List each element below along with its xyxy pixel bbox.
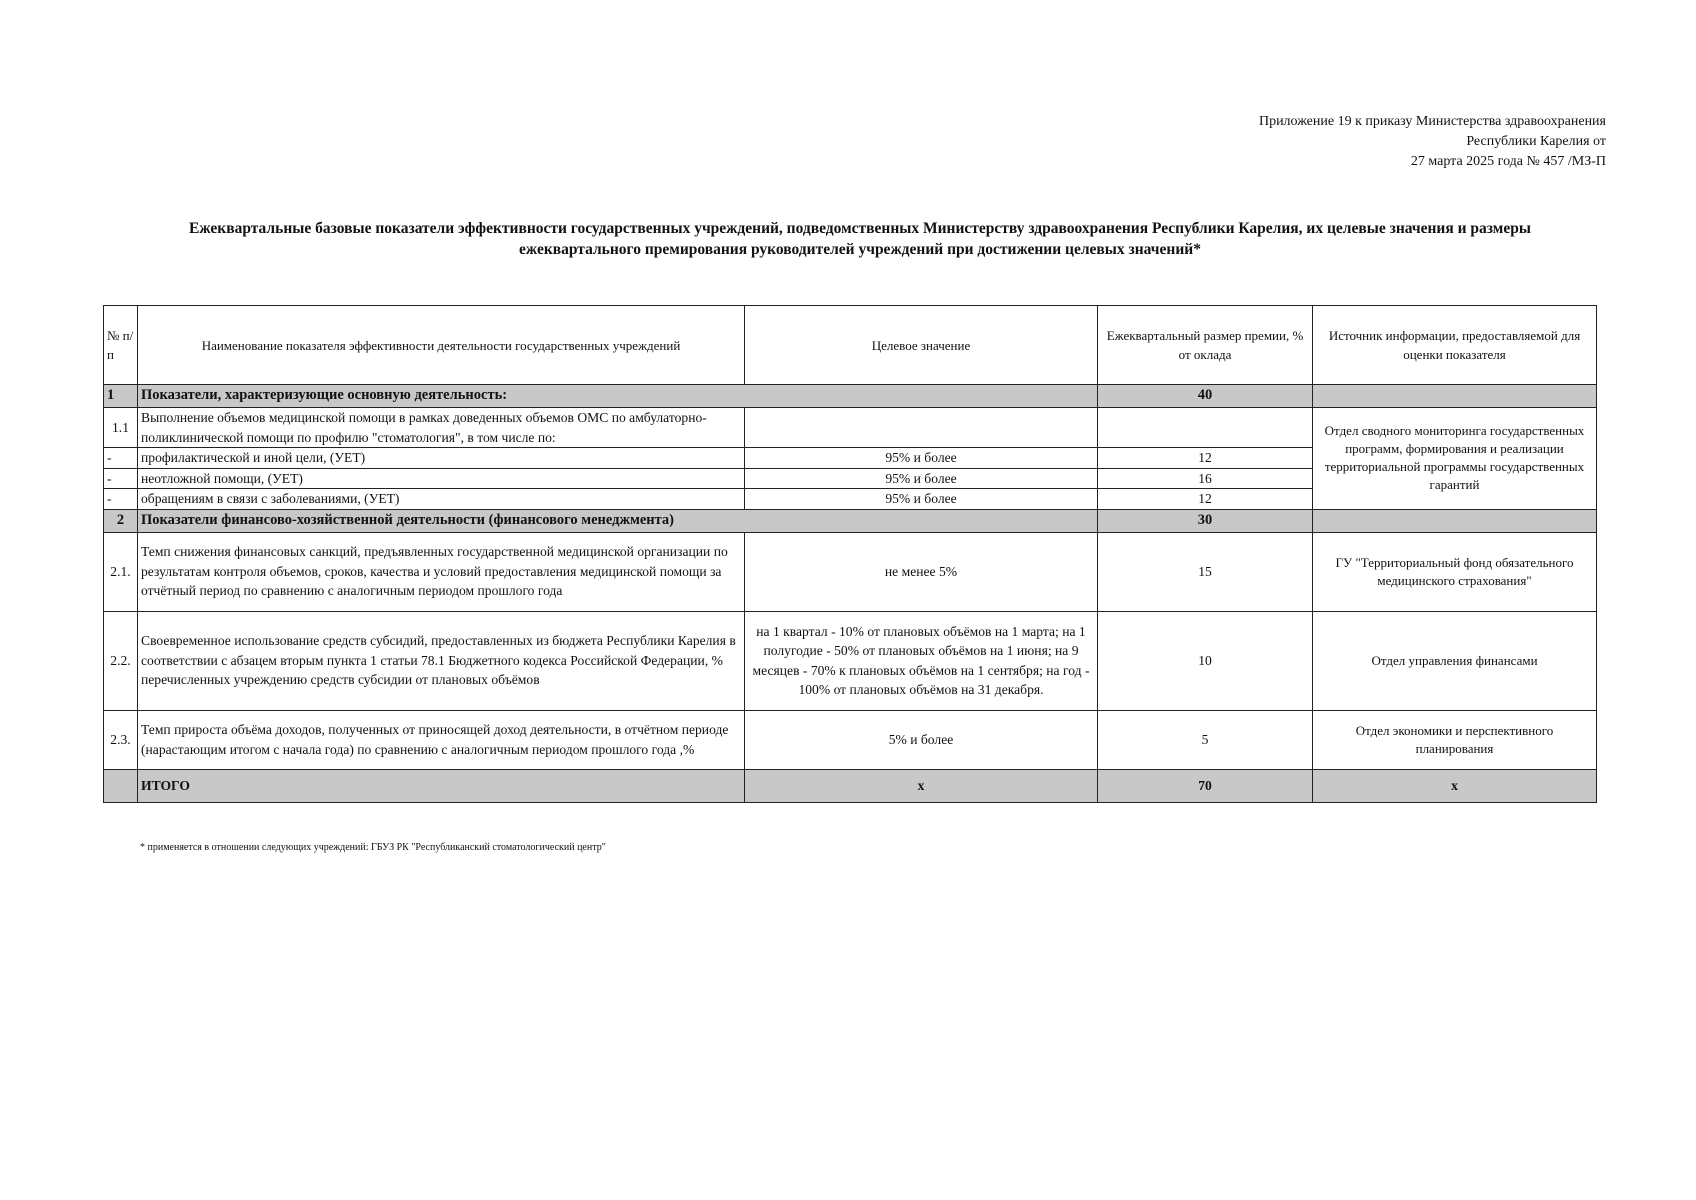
section-2-num: 2 bbox=[104, 509, 138, 532]
section-1-num: 1 bbox=[104, 385, 138, 408]
row-1-1-c-target: 95% и более bbox=[745, 489, 1098, 510]
row-2-1-source: ГУ "Территориальный фонд обязательного медицинского страхования" bbox=[1313, 532, 1597, 611]
row-1-1-a-target: 95% и более bbox=[745, 448, 1098, 469]
table-header-row bbox=[104, 306, 1597, 385]
section-2-row bbox=[104, 509, 1597, 532]
row-1-1-a-num: - bbox=[104, 448, 138, 469]
header-bonus: Ежеквартальный размер премии, % от оклада bbox=[1098, 306, 1313, 385]
row-2-3-num: 2.3. bbox=[104, 710, 138, 769]
appendix-note-line3: 27 марта 2025 года № 457 /МЗ-П bbox=[1410, 154, 1606, 169]
total-target: x bbox=[745, 769, 1098, 802]
section-1-source bbox=[1313, 385, 1597, 408]
row-2-1-bonus: 15 bbox=[1098, 532, 1313, 611]
total-source: x bbox=[1313, 769, 1597, 802]
section-1-row bbox=[104, 385, 1597, 408]
document-title bbox=[140, 218, 1580, 260]
row-1-1-target bbox=[745, 408, 1098, 448]
section-1-bonus: 40 bbox=[1098, 385, 1313, 408]
total-name: ИТОГО bbox=[138, 769, 745, 802]
total-bonus: 70 bbox=[1098, 769, 1313, 802]
row-2-2-bonus: 10 bbox=[1098, 611, 1313, 710]
appendix-note-line2: Республики Карелия от bbox=[1466, 134, 1606, 149]
row-1-1-b-name: неотложной помощи, (УЕТ) bbox=[138, 468, 745, 489]
header-num: № п/п bbox=[104, 306, 138, 385]
row-1-1-c-bonus: 12 bbox=[1098, 489, 1313, 510]
total-row bbox=[104, 769, 1597, 802]
header-source: Источник информации, предоставляемой для оценки показателя bbox=[1313, 306, 1597, 385]
row-1-1-source: Отдел сводного мониторинга государственных программ, формирования и реализации территориальной программы государственных гарантий bbox=[1313, 408, 1597, 510]
document-title-line2: ежеквартального премирования руководителей учреждений при достижении целевых значений* bbox=[519, 241, 1201, 258]
appendix-note bbox=[1259, 112, 1606, 172]
row-2-3-target: 5% и более bbox=[745, 710, 1098, 769]
row-2-2-num: 2.2. bbox=[104, 611, 138, 710]
table-row-1-1 bbox=[104, 408, 1597, 448]
row-1-1-num: 1.1 bbox=[104, 408, 138, 448]
row-1-1-name: Выполнение объемов медицинской помощи в рамках доведенных объемов ОМС по амбулаторно-поликлинической помощи по профилю "стоматология", в том числе по: bbox=[138, 408, 745, 448]
row-2-1-num: 2.1. bbox=[104, 532, 138, 611]
row-1-1-b-target: 95% и более bbox=[745, 468, 1098, 489]
section-2-bonus: 30 bbox=[1098, 509, 1313, 532]
row-2-3-bonus: 5 bbox=[1098, 710, 1313, 769]
table-row-2-1 bbox=[104, 532, 1597, 611]
row-1-1-b-num: - bbox=[104, 468, 138, 489]
appendix-note-line1: Приложение 19 к приказу Министерства здравоохранения bbox=[1258, 114, 1606, 129]
total-num bbox=[104, 769, 138, 802]
row-1-1-a-name: профилактической и иной цели, (УЕТ) bbox=[138, 448, 745, 469]
document-title-line1: Ежеквартальные базовые показатели эффективности государственных учреждений, подведомственных Министерству здравоохранения Республики Карелия, их целевые значения и размеры bbox=[189, 220, 1531, 237]
section-2-source bbox=[1313, 509, 1597, 532]
row-1-1-c-name: обращениям в связи с заболеваниями, (УЕТ) bbox=[138, 489, 745, 510]
header-target: Целевое значение bbox=[745, 306, 1098, 385]
table-row-2-2 bbox=[104, 611, 1597, 710]
row-1-1-b-bonus: 16 bbox=[1098, 468, 1313, 489]
row-2-2-name: Своевременное использование средств субсидий, предоставленных из бюджета Республики Карелия в соответствии с абзацем вторым пункта 1 статьи 78.1 Бюджетного кодекса Российской Федерации, % перечисленных учреждению средств субсидии от плановых объёмов bbox=[138, 611, 745, 710]
row-1-1-a-bonus: 12 bbox=[1098, 448, 1313, 469]
row-2-3-source: Отдел экономики и перспективного планирования bbox=[1313, 710, 1597, 769]
row-2-1-name: Темп снижения финансовых санкций, предъявленных государственной медицинской организации по результатам контроля объемов, сроков, качества и условий предоставления медицинской помощи за отчётный период по сравнению с аналогичным периодом прошлого года bbox=[138, 532, 745, 611]
row-1-1-bonus bbox=[1098, 408, 1313, 448]
section-1-name: Показатели, характеризующие основную деятельность: bbox=[138, 385, 1098, 408]
row-2-2-source: Отдел управления финансами bbox=[1313, 611, 1597, 710]
indicators-table bbox=[103, 305, 1597, 803]
row-2-1-target: не менее 5% bbox=[745, 532, 1098, 611]
footnote: * применяется в отношении следующих учреждений: ГБУЗ РК "Республиканский стоматологический центр" bbox=[140, 842, 606, 853]
row-2-2-target: на 1 квартал - 10% от плановых объёмов на 1 марта; на 1 полугодие - 50% от плановых объёмов на 1 июня; на 9 месяцев - 70% к плановых объёмов на 1 сентября; на год - 100% от плановых объёмов на 31 декабря. bbox=[745, 611, 1098, 710]
row-1-1-c-num: - bbox=[104, 489, 138, 510]
table-row-2-3 bbox=[104, 710, 1597, 769]
section-2-name: Показатели финансово-хозяйственной деятельности (финансового менеджмента) bbox=[138, 509, 1098, 532]
row-2-3-name: Темп прироста объёма доходов, полученных от приносящей доход деятельности, в отчётном периоде (нарастающим итогом с начала года) по сравнению с аналогичным периодом прошлого года ,% bbox=[138, 710, 745, 769]
header-name: Наименование показателя эффективности деятельности государственных учреждений bbox=[138, 306, 745, 385]
